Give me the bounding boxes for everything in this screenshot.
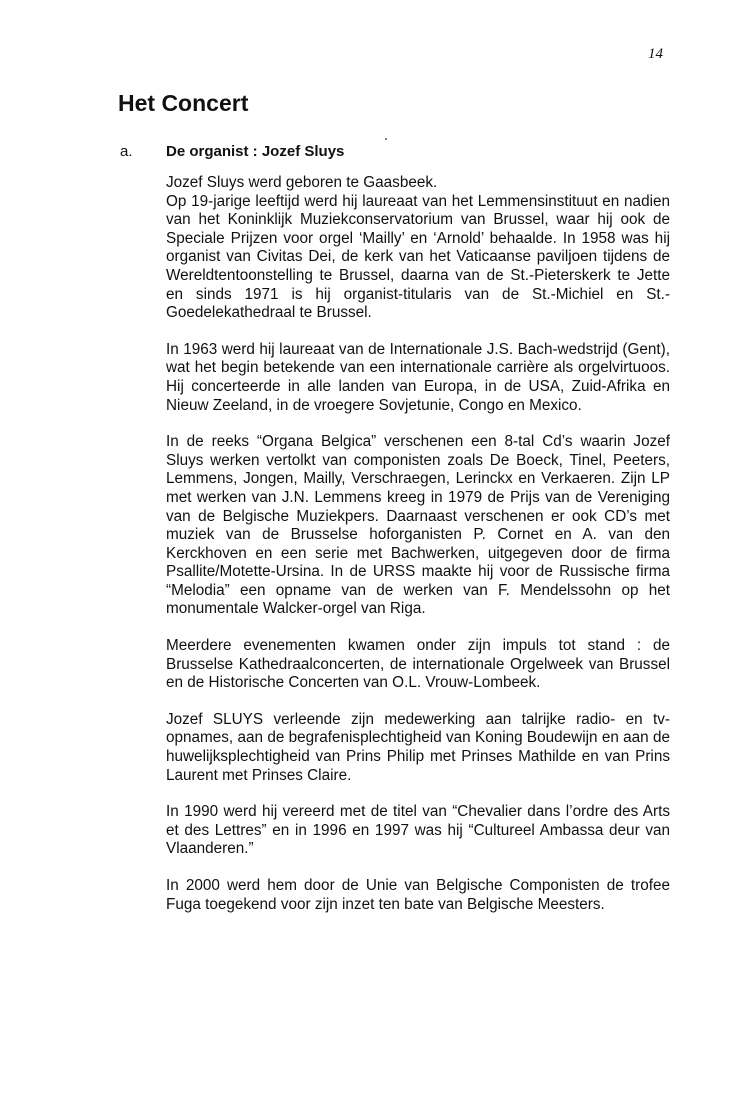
paragraph-birth-and-career	[166, 174, 670, 323]
paragraph-recordings	[166, 433, 670, 619]
scan-speck	[385, 138, 387, 140]
paragraph-line: In 2000 werd hem door de Unie van Belgische Componisten de trofee Fuga toegekend voor zijn inzet ten bate van Belgische Meesters.	[166, 877, 670, 913]
page-number: 14	[648, 46, 663, 62]
paragraph-fuga-trophy	[166, 877, 670, 914]
page-title: Het Concert	[118, 90, 249, 116]
paragraph-line: Meerdere evenementen kwamen onder zijn impuls tot stand : de Brusselse Kathedraalconcerten, de internationale Orgelweek van Brussel en de Historische Concerten van O.L. Vrouw-Lombeek.	[166, 637, 670, 692]
body-text	[166, 174, 670, 932]
paragraph-line: In 1963 werd hij laureaat van de Internationale J.S. Bach-wedstrijd (Gent), wat het begin betekende van een internationale carrière als orgelvirtuoos. Hij concerteerde in alle landen van Europa, in de USA, Zuid-Afrika en Nieuw Zeeland, in de vroegere Sovjetunie, Congo en Mexico.	[166, 340, 670, 414]
paragraph-bach-competition	[166, 341, 670, 415]
paragraph-honours	[166, 803, 670, 859]
paragraph-line: Jozef Sluys werd geboren te Gaasbeek.	[166, 174, 438, 191]
paragraph-line: In de reeks “Organa Belgica” verschenen een 8-tal Cd’s waarin Jozef Sluys werken vertolkt van componisten zoals De Boeck, Tinel, Peeters, Lemmens, Jongen, Mailly, Verschraegen, Lerinckx en Verkaeren. Zijn LP met werken van J.N. Lemmens kreeg in 1979 de Prijs van de Vereniging van de Belgische Muziekpers. Daarnaast verschenen er ook CD’s met muziek van de Brusselse hoforganisten P. Cornet en A. van den Kerckhoven en een serie met Bachwerken, uitgegeven door de firma Psallite/Motette-Ursina. In de URSS maakte hij voor de Russische firma “Melodia” een opname van de werken van F. Mendelssohn op het monumentale Walcker-orgel van Riga.	[166, 433, 670, 618]
paragraph-line: Op 19-jarige leeftijd werd hij laureaat van het Lemmensinstituut en nadien van het Koninklijk Muziekconservatorium van Brussel, waar hij ook de Speciale Prijzen voor orgel ‘Mailly’ en ‘Arnold’ behaalde. In 1958 was hij organist van Civitas Dei, de kerk van het Vaticaanse paviljoen tijdens de Wereldtentoonstelling te Brussel, daarna van de St.-Pieterskerk te Jette en sinds 1971 is hij organist-titularis van de St.-Michiel en St.-Goedelekathedraal te Brussel.	[166, 192, 670, 322]
paragraph-events	[166, 637, 670, 693]
section-title: De organist : Jozef Sluys	[166, 143, 345, 160]
paragraph-line: In 1990 werd hij vereerd met de titel van “Chevalier dans l’ordre des Arts et des Lettres” en in 1996 en 1997 was hij “Cultureel Ambassa deur van Vlaanderen.”	[166, 803, 670, 858]
paragraph-line: Jozef SLUYS verleende zijn medewerking aan talrijke radio- en tv-opnames, aan de begrafenisplechtigheid van Koning Boudewijn en aan de huwelijksplechtigheid van Prins Philip met Prinses Mathilde en van Prins Laurent met Prinses Claire.	[166, 710, 670, 784]
paragraph-broadcasts	[166, 711, 670, 785]
section-letter: a.	[120, 143, 133, 160]
